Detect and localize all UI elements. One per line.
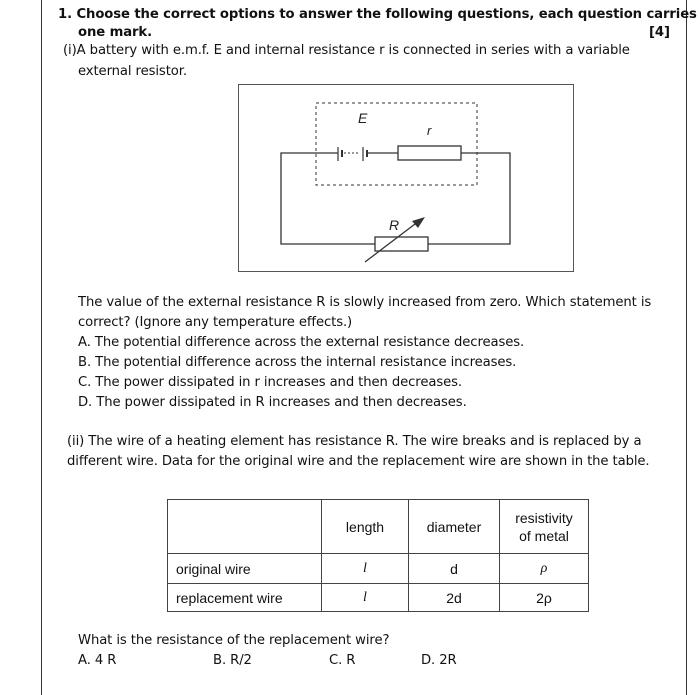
question-heading-line1: 1. Choose the correct options to answer the following questions, each question carries bbox=[58, 7, 697, 22]
part-ii-option-d: D. 2R bbox=[421, 653, 457, 668]
variable-resistor-arrowhead bbox=[412, 217, 425, 228]
table-header-length: length bbox=[322, 500, 409, 554]
part-i-option-c: C. The power dissipated in r increases and then decreases. bbox=[78, 375, 462, 390]
table-header-resistivity-line2: of metal bbox=[519, 527, 569, 544]
part-ii-option-c: C. R bbox=[329, 653, 356, 668]
part-ii-intro-line1: (ii) The wire of a heating element has resistance R. The wire breaks and is replaced by a bbox=[67, 434, 642, 449]
internal-resistor-r bbox=[398, 146, 461, 160]
table-cell-length: l bbox=[322, 554, 409, 584]
table-cell-diameter: 2d bbox=[409, 584, 500, 612]
table-header-row bbox=[168, 500, 589, 554]
page-left-border bbox=[41, 0, 42, 695]
table-cell-diameter: d bbox=[409, 554, 500, 584]
wire-data-table bbox=[167, 499, 589, 612]
label-internal-resistance: r bbox=[427, 123, 432, 138]
table-header-resistivity-line1: resistivity bbox=[515, 509, 573, 526]
part-ii-intro-line2: different wire. Data for the original wire and the replacement wire are shown in the table. bbox=[67, 454, 650, 469]
part-i-intro-line1: (i)A battery with e.m.f. E and internal resistance r is connected in series with a variable bbox=[63, 43, 630, 58]
marks-label: [4] bbox=[649, 25, 670, 40]
table-header-empty bbox=[168, 500, 322, 554]
table-cell-resistivity: 2ρ bbox=[500, 584, 589, 612]
circuit-diagram bbox=[238, 84, 574, 272]
table-row-label: original wire bbox=[168, 554, 322, 584]
table-row bbox=[168, 554, 589, 584]
part-ii-option-a: A. 4 R bbox=[78, 653, 117, 668]
circuit-wire-right bbox=[428, 153, 510, 244]
page-right-border bbox=[686, 0, 687, 695]
label-emf: E bbox=[358, 110, 368, 126]
part-i-option-d: D. The power dissipated in R increases and then decreases. bbox=[78, 395, 467, 410]
part-i-stem-line1: The value of the external resistance R is slowly increased from zero. Which statement is bbox=[78, 295, 652, 310]
part-i-stem-line2: correct? (Ignore any temperature effects.) bbox=[78, 315, 353, 330]
table-row-label: replacement wire bbox=[168, 584, 322, 612]
label-external-resistance: R bbox=[389, 217, 400, 233]
battery-dashed-box bbox=[316, 103, 477, 185]
table-cell-resistivity: ρ bbox=[500, 554, 589, 584]
part-i-intro-line2: external resistor. bbox=[78, 64, 187, 79]
table-header-resistivity bbox=[500, 500, 589, 554]
table-row bbox=[168, 584, 589, 612]
part-i-option-a: A. The potential difference across the external resistance decreases. bbox=[78, 335, 525, 350]
part-i-option-b: B. The potential difference across the internal resistance increases. bbox=[78, 355, 517, 370]
circuit-wire-left bbox=[281, 153, 375, 244]
part-ii-option-b: B. R/2 bbox=[213, 653, 252, 668]
table-header-diameter: diameter bbox=[409, 500, 500, 554]
question-heading-line2: one mark. bbox=[78, 25, 153, 40]
part-ii-stem: What is the resistance of the replacement wire? bbox=[78, 633, 390, 648]
table-cell-length: l bbox=[322, 584, 409, 612]
